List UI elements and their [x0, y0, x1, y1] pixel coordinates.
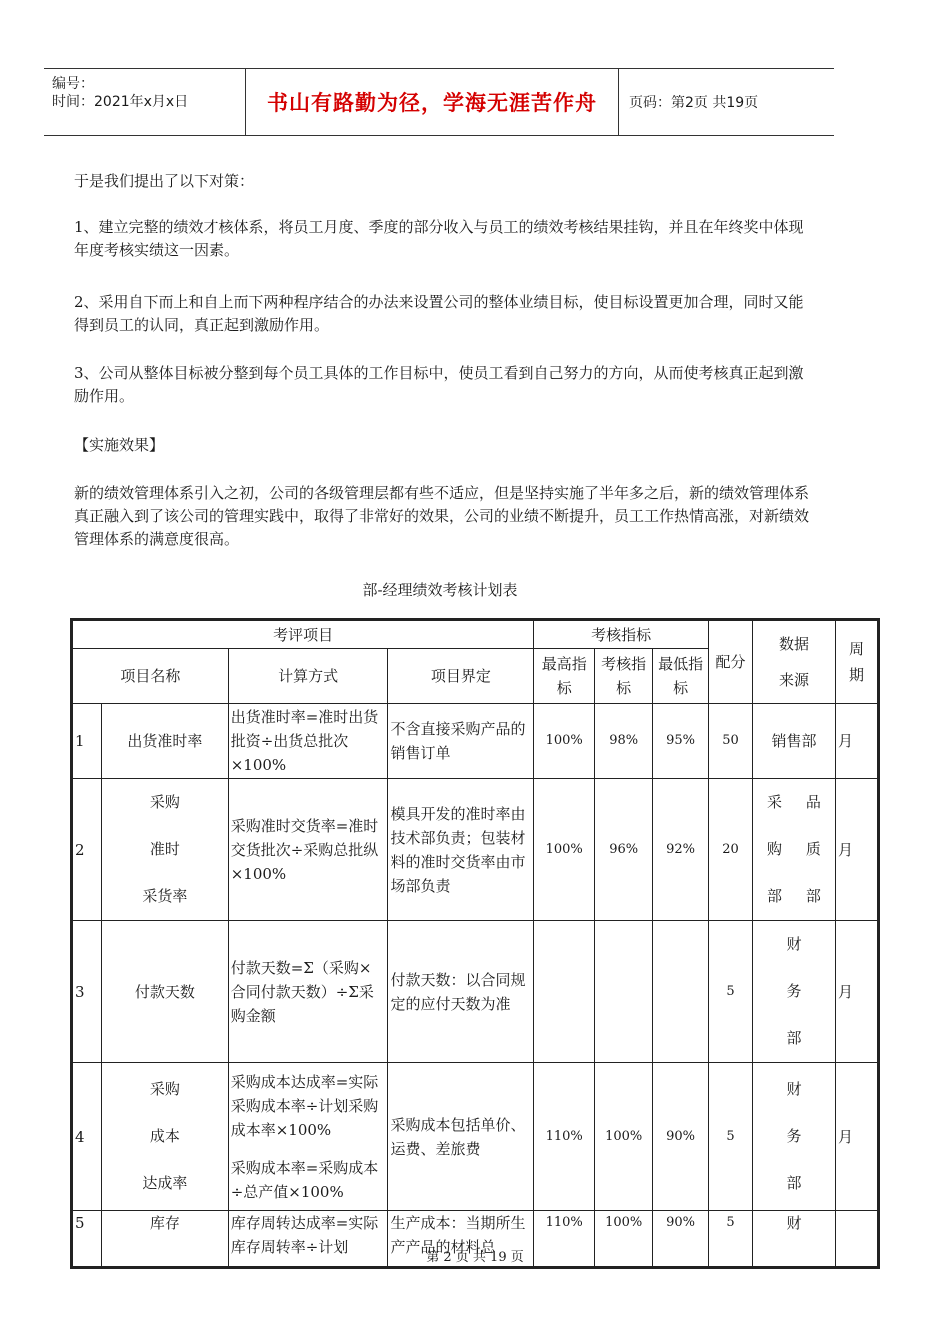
row-calc: 库存周转达成率=实际库存周转率÷计划: [228, 1211, 388, 1267]
row-source-line-3: 部: [786, 1174, 802, 1192]
row-scope: 采购成本包括单价、运费、差旅费: [388, 1063, 534, 1211]
header-meta: [44, 69, 245, 135]
row-scope: 不含直接采购产品的销售订单: [388, 704, 534, 779]
header-min: [653, 649, 709, 704]
row-item-name: 库存: [101, 1211, 228, 1267]
header-motto: 书山有路勤为径，学海无涯苦作舟: [245, 69, 619, 135]
row-calc: 出货准时率=准时出货批资÷出货总批次×100%: [228, 704, 388, 779]
row-source: [753, 1063, 836, 1211]
row-target: 98%: [595, 704, 653, 779]
row-number: 4: [73, 1063, 102, 1211]
row-source-line-1: 财: [786, 1080, 802, 1098]
header-source-line-2: 来源: [778, 671, 809, 689]
row-weight: 5: [709, 921, 753, 1063]
header-data-source: [753, 621, 836, 704]
header-target: [595, 649, 653, 704]
row-source-line-3: 部: [786, 1029, 802, 1047]
number-label: 编号：: [52, 76, 94, 92]
row-source: 销售部: [753, 704, 836, 779]
row-max: 100%: [534, 779, 595, 921]
row-scope: 生产成本：当期所生产产品的材料总: [388, 1211, 534, 1267]
row-max: [534, 921, 595, 1063]
footer-page-number: 第 2 页 共 19 页: [426, 1250, 524, 1265]
row-item-name: 出货准时率: [101, 704, 228, 779]
header-min-line-2: 标: [673, 679, 689, 697]
row-number: 5: [73, 1211, 102, 1267]
header-target-line-2: 标: [616, 679, 632, 697]
header-item-name: 项目名称: [73, 649, 229, 704]
page-footer: [0, 1246, 950, 1265]
row-number: 3: [73, 921, 102, 1063]
row-target: [595, 921, 653, 1063]
row-min: 92%: [653, 779, 709, 921]
row-target: 100%: [595, 1063, 653, 1211]
row-calc: 采购准时交货率=准时交货批次÷采购总批纵 ×100%: [228, 779, 388, 921]
row-number: 2: [73, 779, 102, 921]
row-item-name-line-2: 准时: [149, 840, 180, 858]
row-weight: 5: [709, 1063, 753, 1211]
row-source: [753, 779, 836, 921]
row-max: 100%: [534, 704, 595, 779]
header-max-line-2: 标: [556, 679, 572, 697]
header-page-label: 页码：第2页 共19页: [629, 95, 759, 111]
row-period: 月: [835, 921, 877, 1063]
table-title: 部-经理绩效考核计划表: [362, 581, 518, 599]
row-number: 1: [73, 704, 102, 779]
measure-item-3: 3、公司从整体目标被分整到每个员工具体的工作目标中，使员工看到自己努力的方向，从而使考核真正起到激励作用。: [74, 364, 804, 405]
row-scope: 模具开发的准时率由技术部负责；包装材料的准时交货率由市场部负责: [388, 779, 534, 921]
header-period-text: 周期: [848, 640, 864, 684]
row-item-name-line-1: 采购: [149, 1080, 180, 1098]
table-row: [73, 704, 878, 779]
time-label: 时间：2021年x月x日: [52, 94, 189, 110]
row-source-line-2: 务: [786, 982, 802, 1000]
header-max: [534, 649, 595, 704]
row-source-line-1: 采 品: [767, 793, 821, 811]
row-min: 90%: [653, 1211, 709, 1267]
intro-paragraph: 于是我们提出了以下对策：: [74, 172, 255, 190]
header-max-line-1: 最高指: [541, 655, 587, 673]
effect-paragraph: 新的绩效管理体系引入之初，公司的各级管理层都有些不适应，但是坚持实施了半年多之后，新的绩效管理体系真正融入到了该公司的管理实践中，取得了非常好的效果，公司的业绩不断提升，员工工作热情高涨，对新绩效管理体系的满意度很高。: [74, 484, 810, 548]
row-calc: 付款天数=Σ（采购×合同付款天数）÷Σ采购金额: [228, 921, 388, 1063]
row-max: 110%: [534, 1063, 595, 1211]
row-item-name: [101, 779, 228, 921]
measure-item-1: 1、建立完整的绩效才核体系，将员工月度、季度的部分收入与员工的绩效考核结果挂钩，并且在年终奖中体现年度考核实绩这一因素。: [74, 218, 804, 259]
row-item-name-line-2: 成本: [149, 1127, 180, 1145]
row-max: 110%: [534, 1211, 595, 1267]
row-target: 96%: [595, 779, 653, 921]
header-min-line-1: 最低指: [658, 655, 704, 673]
row-weight: 5: [709, 1211, 753, 1267]
row-source-line-3: 部 部: [767, 887, 821, 905]
row-min: 95%: [653, 704, 709, 779]
section-heading: 【实施效果】: [74, 436, 165, 454]
row-item-name-line-1: 采购: [149, 793, 180, 811]
row-weight: 20: [709, 779, 753, 921]
row-period: 月: [835, 704, 877, 779]
row-weight: 50: [709, 704, 753, 779]
header-scope: 项目界定: [388, 649, 534, 704]
row-source-line-2: 务: [786, 1127, 802, 1145]
row-calc-line-1: 采购成本达成率=实际采购成本率÷计划采购成本率×100%: [230, 1072, 379, 1139]
row-calc: [228, 1063, 388, 1211]
header-source-line-1: 数据: [778, 635, 809, 653]
table-row: [73, 1063, 878, 1211]
row-item-name-line-3: 达成率: [142, 1174, 188, 1192]
header-weight: 配分: [709, 621, 753, 704]
row-period: 月: [835, 779, 877, 921]
header-calc: 计算方式: [228, 649, 388, 704]
row-period: 月: [835, 1063, 877, 1211]
row-source: 财: [753, 1211, 836, 1267]
header-target-line-1: 考核指: [601, 655, 647, 673]
row-item-name: [101, 1063, 228, 1211]
evaluation-plan-table: [72, 620, 878, 1267]
table-row: [73, 921, 878, 1063]
row-min: [653, 921, 709, 1063]
row-item-name: 付款天数: [101, 921, 228, 1063]
row-source: [753, 921, 836, 1063]
row-calc-spacer: [231, 1142, 386, 1156]
row-target: 100%: [595, 1211, 653, 1267]
row-item-name-line-3: 采货率: [142, 887, 188, 905]
row-source-line-2: 购 质: [767, 840, 821, 858]
header-index-group: 考核指标: [534, 621, 709, 649]
table-header-row-1: [73, 621, 878, 649]
header-period: [835, 621, 877, 704]
row-source-line-1: 财: [786, 935, 802, 953]
document-header: [44, 68, 834, 136]
row-calc-line-2: 采购成本率=采购成本÷总产值×100%: [230, 1158, 379, 1201]
table-row: [73, 779, 878, 921]
header-eval-items: 考评项目: [73, 621, 534, 649]
row-min: 90%: [653, 1063, 709, 1211]
measure-item-2: 2、采用自下而上和自上而下两种程序结合的办法来设置公司的整体业绩目标，使目标设置更加合理，同时又能得到员工的认同，真正起到激励作用。: [74, 293, 804, 334]
row-scope: 付款天数：以合同规定的应付天数为准: [388, 921, 534, 1063]
